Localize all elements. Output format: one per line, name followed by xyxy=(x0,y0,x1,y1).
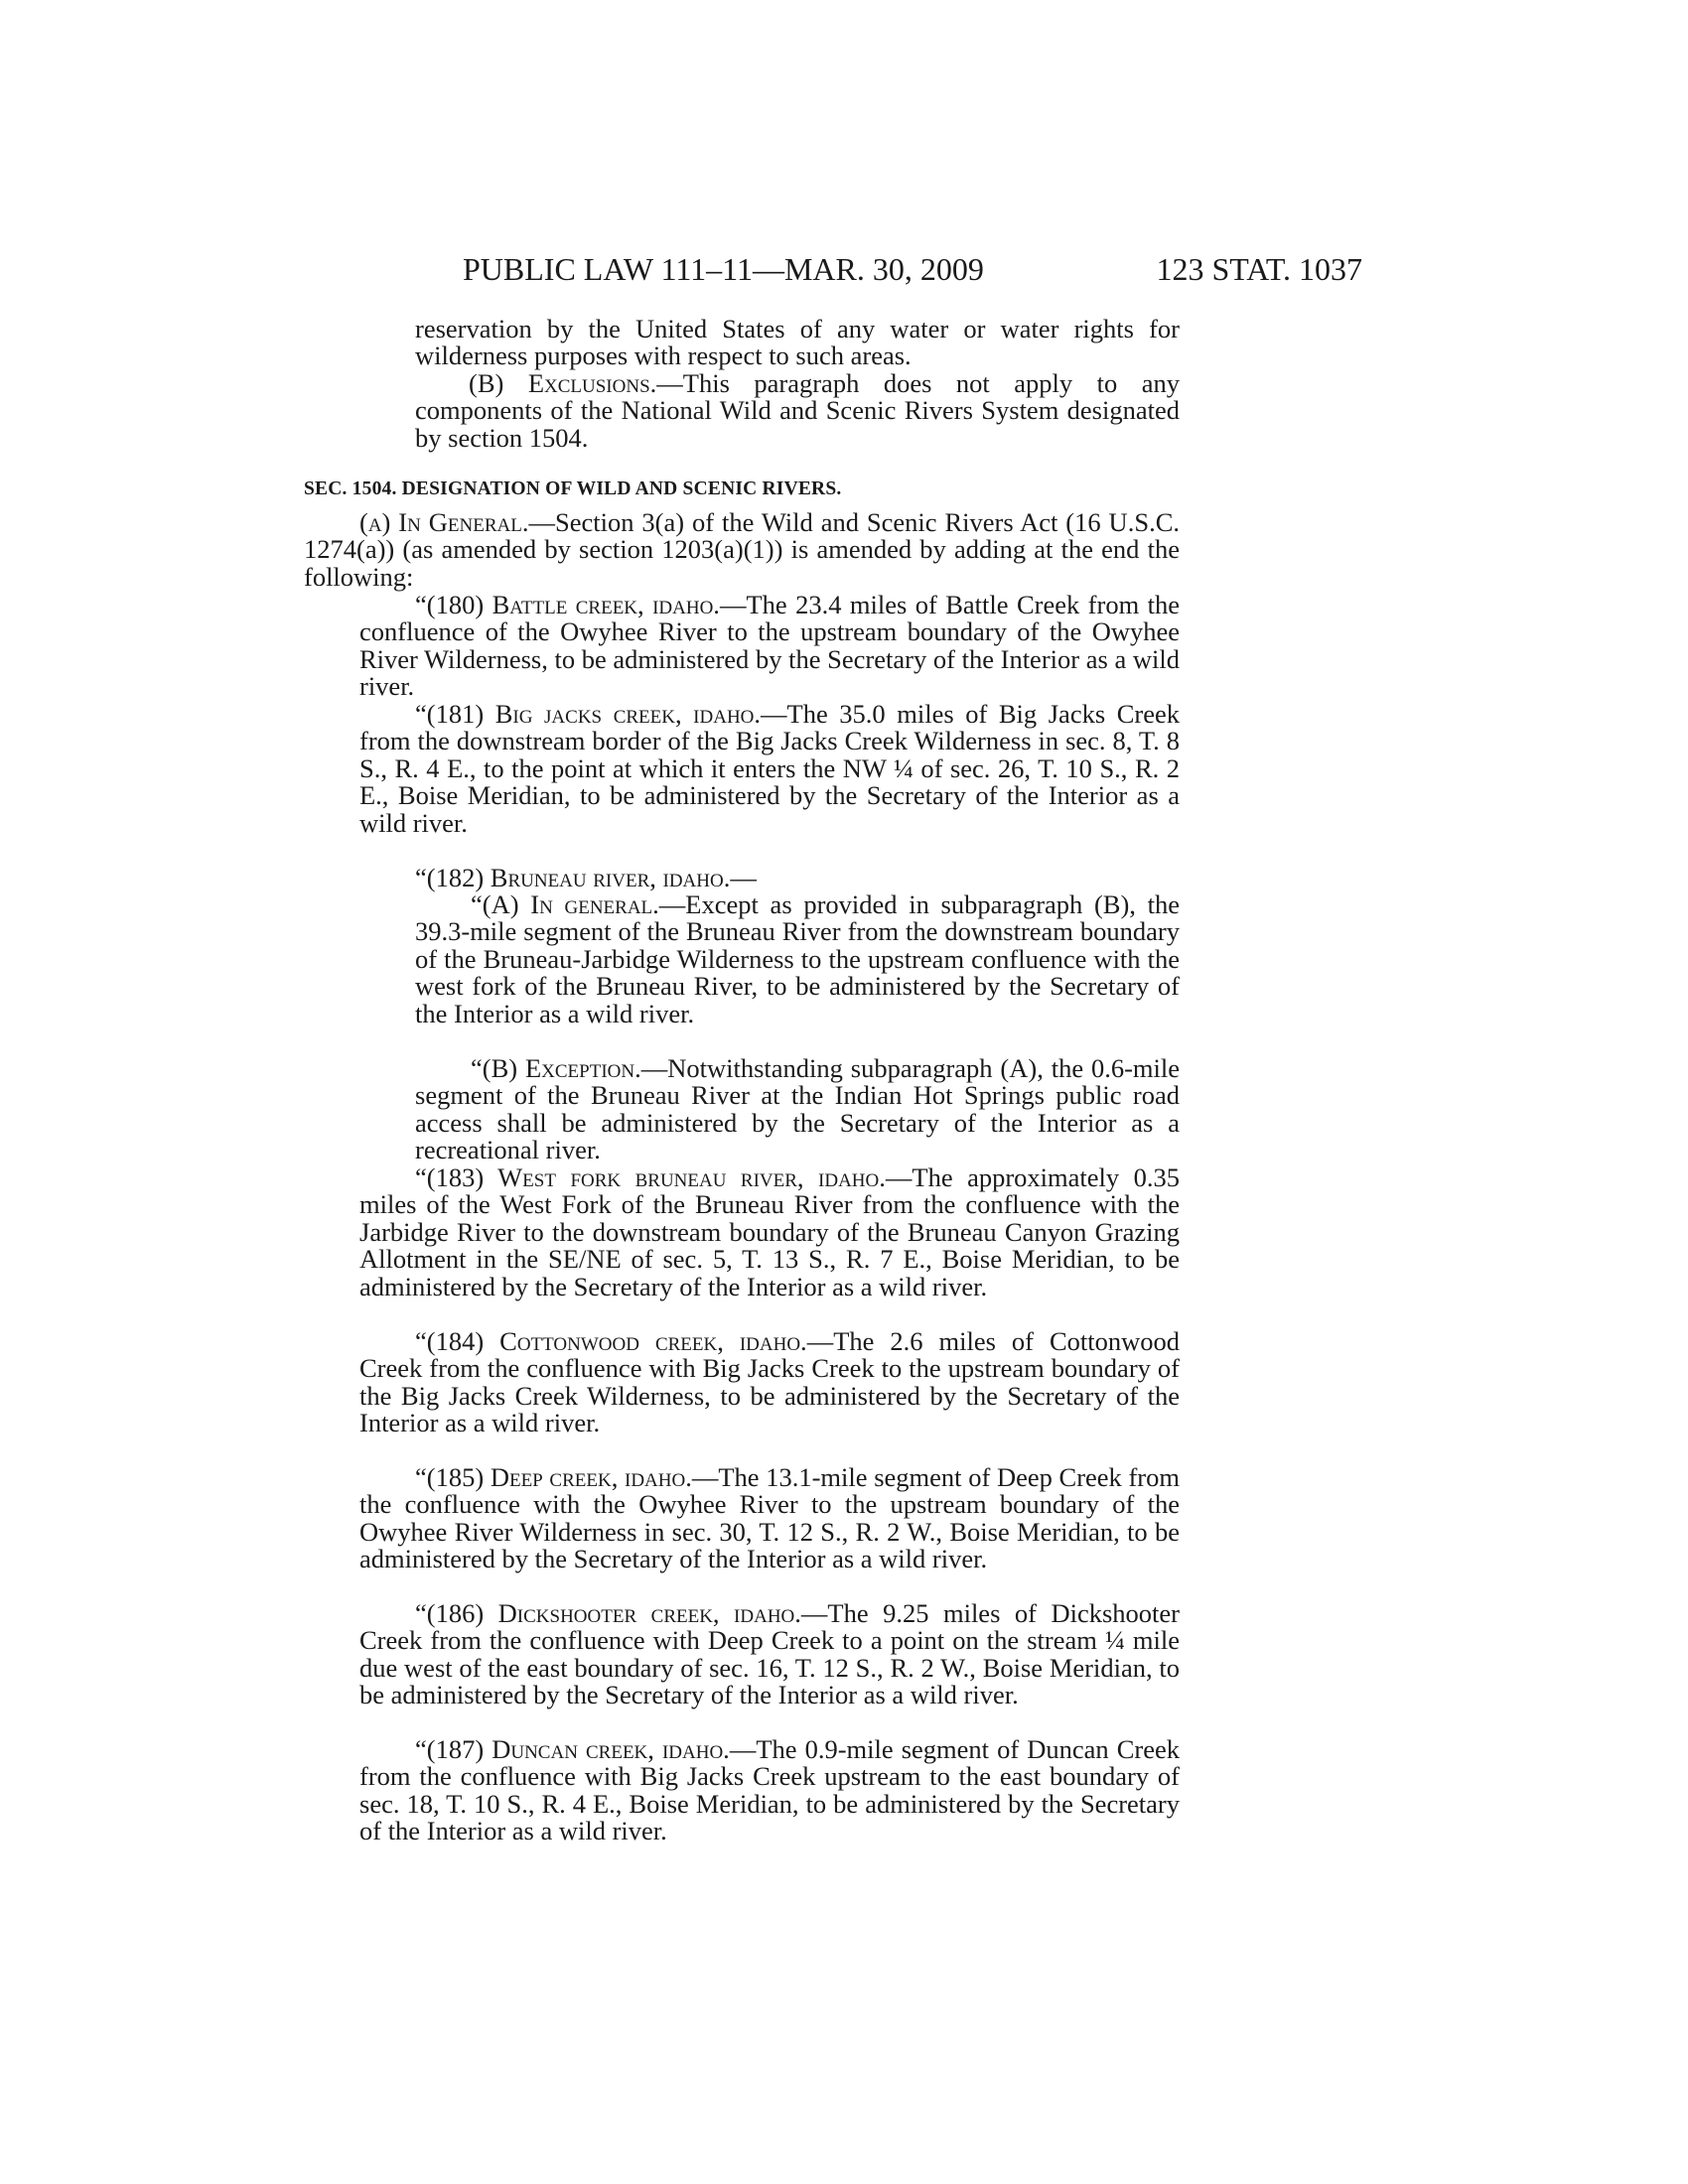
paragraph-185-deep-creek xyxy=(359,1464,1180,1573)
paragraph-182b-exception xyxy=(415,1055,1180,1164)
paragraph-label: “(182) Bruneau river, idaho. xyxy=(415,863,731,892)
paragraph-text: —The 2.6 miles of Cottonwood Creek from the confluence with Big Jacks Creek to the upstream boundary of the Big Jacks Creek Wilderness, to be administered by the Secretary of the Interior as a wild river. xyxy=(359,1326,1180,1438)
paragraph-text: —The 35.0 miles of Big Jacks Creek from the downstream border of the Big Jacks Creek Wilderness in sec. 8, T. 8 S., R. 4 E., to the point at which it enters the NW ¼ of sec. 26, T. 10 S., R. 2 E., Boise Meridian, to be administered by the Secretary of the Interior as a wild river. xyxy=(359,699,1180,838)
paragraph-label: “(A) In general. xyxy=(471,889,659,919)
paragraph-text: —Except as provided in subparagraph (B), the 39.3-mile segment of the Bruneau River from the downstream boundary of the Bruneau-Jarbidge Wilderness to the upstream confluence with the west fork of the Bruneau River, to be administered by the Secretary of the Interior as a wild river. xyxy=(415,889,1180,1028)
paragraph-label: (a) In General. xyxy=(359,507,529,537)
paragraph-b-exclusions xyxy=(415,370,1180,452)
paragraph-text: —The 13.1-mile segment of Deep Creek from the confluence with the Owyhee River to the upstream boundary of the Owyhee River Wilderness in sec. 30, T. 12 S., R. 2 W., Boise Meridian, to be administered by the Secretary of the Interior as a wild river. xyxy=(359,1462,1180,1574)
paragraph-text: — xyxy=(730,863,757,892)
paragraph-a-in-general xyxy=(304,509,1180,591)
paragraph-184-cottonwood-creek xyxy=(359,1328,1180,1437)
paragraph-text: —The approximately 0.35 miles of the West Fork of the Bruneau River from the confluence with the Jarbidge River to the downstream boundary of the Bruneau Canyon Grazing Allotment in the SE/NE of sec. 5, T. 13 S., R. 7 E., Boise Meridian, to be administered by the Secretary of the Interior as a wild river. xyxy=(359,1162,1180,1301)
paragraph-text: —The 0.9-mile segment of Duncan Creek from the confluence with Big Jacks Creek upstream to the east boundary of sec. 18, T. 10 S., R. 4 E., Boise Meridian, to be administered by the Secretary of the Interior as a wild river. xyxy=(359,1734,1180,1846)
paragraph-187-duncan-creek xyxy=(359,1736,1180,1845)
paragraph-text: —The 23.4 miles of Battle Creek from the confluence of the Owyhee River to the upstream boundary of the Owyhee River Wilderness, to be administered by the Secretary of the Interior as a wild river. xyxy=(359,590,1180,702)
running-header xyxy=(463,248,1362,290)
paragraph-label: “(B) Exception. xyxy=(471,1053,641,1083)
header-page-number: 123 STAT. 1037 xyxy=(1156,251,1362,287)
paragraph-180-battle-creek xyxy=(359,592,1180,701)
paragraph-label: “(186) Dickshooter creek, idaho. xyxy=(415,1598,801,1628)
paragraph-text: —Section 3(a) of the Wild and Scenic Rivers Act (16 U.S.C. 1274(a)) (as amended by section 1203(a)(1)) is amended by adding at the end the following: xyxy=(304,507,1180,592)
paragraph-label: “(180) Battle creek, idaho. xyxy=(415,590,720,619)
paragraph-text: —Notwithstanding subparagraph (A), the 0.6-mile segment of the Bruneau River at the Indian Hot Springs public road access shall be administered by the Secretary of the Interior as a recreational river. xyxy=(415,1053,1181,1165)
section-heading: SEC. 1504. DESIGNATION OF WILD AND SCENIC RIVERS. xyxy=(304,478,842,499)
header-citation: PUBLIC LAW 111–11—MAR. 30, 2009 xyxy=(463,251,984,287)
paragraph-label: “(187) Duncan creek, idaho. xyxy=(415,1734,730,1764)
paragraph-text: reservation by the United States of any water or water rights for wilderness purposes with respect to such areas. xyxy=(415,314,1180,371)
paragraph-label: “(183) West fork bruneau river, idaho. xyxy=(415,1162,886,1192)
paragraph-182a-in-general xyxy=(415,891,1180,1027)
paragraph-label: (B) Exclusions. xyxy=(469,368,657,398)
paragraph-text: —This paragraph does not apply to any components of the National Wild and Scenic Rivers System designated by section 1504. xyxy=(415,368,1180,453)
paragraph-182-bruneau-river xyxy=(359,865,1180,891)
paragraph-text: —The 9.25 miles of Dickshooter Creek from the confluence with Deep Creek to a point on the stream ¼ mile due west of the east boundary of sec. 16, T. 12 S., R. 2 W., Boise Meridian, to be administered by the Secretary of the Interior as a wild river. xyxy=(359,1598,1180,1710)
paragraph-label: “(181) Big jacks creek, idaho. xyxy=(415,699,762,729)
paragraph-186-dickshooter-creek xyxy=(359,1600,1180,1709)
paragraph-continuation xyxy=(415,316,1180,370)
paragraph-label: “(184) Cottonwood creek, idaho. xyxy=(415,1326,807,1356)
paragraph-label: “(185) Deep creek, idaho. xyxy=(415,1462,692,1492)
paragraph-181-big-jacks-creek xyxy=(359,701,1180,837)
paragraph-183-west-fork-bruneau xyxy=(359,1164,1180,1300)
